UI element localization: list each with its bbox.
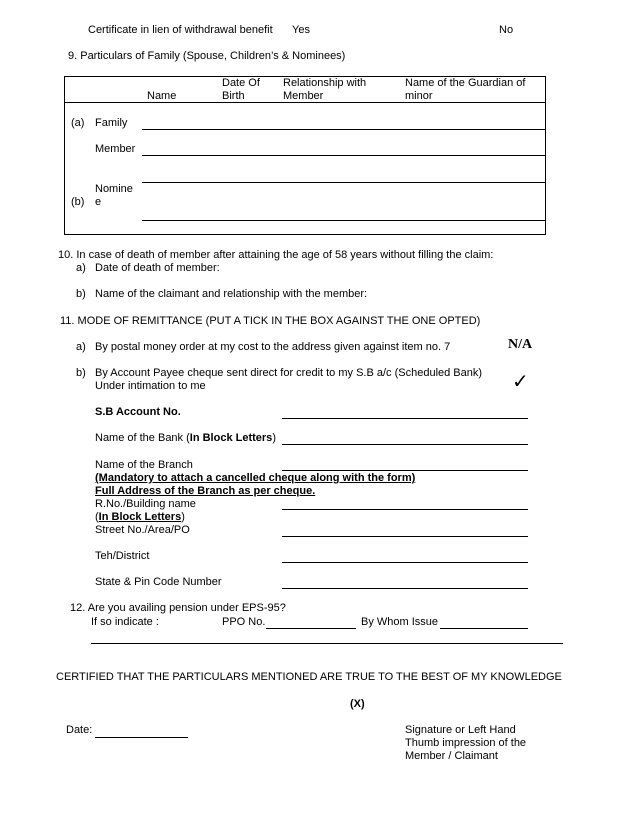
issued-by-label: By Whom Issue — [361, 616, 439, 628]
remittance-heading: 11. MODE OF REMITTANCE (PUT A TICK IN THE BOX AGAINST THE ONE OPTED) — [60, 315, 481, 327]
account-payee-option-line1: By Account Payee cheque sent direct for credit to my S.B a/c (Scheduled Bank) — [95, 367, 483, 379]
not-applicable-mark: N/A — [508, 337, 533, 352]
bank-name-label: Name of the Bank (In Block Letters) — [95, 432, 276, 444]
street-label: Street No./Area/PO — [95, 524, 190, 536]
block-letters-note: (In Block Letters) — [95, 511, 185, 523]
state-pin-field[interactable] — [282, 588, 528, 589]
remittance-b-marker: b) — [76, 367, 86, 379]
death-claim-a-marker: a) — [76, 262, 86, 274]
pension-indicate-label: If so indicate : — [91, 616, 159, 628]
certificate-no-option[interactable]: No — [499, 24, 514, 36]
family-entry-line[interactable] — [142, 129, 545, 130]
nominee-entry-line[interactable] — [142, 182, 545, 183]
ppo-label: PPO No. — [222, 616, 266, 628]
row-b-marker: (b) — [71, 196, 85, 208]
teh-district-label: Teh/District — [95, 550, 150, 562]
tick-mark-icon: ✓ — [512, 371, 529, 393]
pension-question: 12. Are you availing pension under EPS-95? — [70, 602, 286, 614]
certificate-label: Certificate in lien of withdrawal benefit — [88, 24, 273, 36]
mandatory-cheque-note: (Mandatory to attach a cancelled cheque along with the form) — [95, 472, 416, 484]
header-relationship-line2: Member — [283, 90, 324, 102]
pension-details-line[interactable] — [91, 643, 563, 644]
header-dob-line1: Date Of — [222, 77, 260, 89]
signature-label-line3: Member / Claimant — [405, 750, 498, 762]
postal-money-order-option: By postal money order at my cost to the address given against item no. 7 — [95, 341, 451, 353]
remittance-a-marker: a) — [76, 341, 86, 353]
death-date-label: Date of death of member: — [95, 262, 220, 274]
bank-name-field[interactable] — [282, 444, 528, 445]
branch-name-field[interactable] — [282, 470, 528, 471]
building-field[interactable] — [282, 509, 528, 510]
family-entry-line[interactable] — [142, 155, 545, 156]
issued-by-field[interactable] — [440, 628, 528, 629]
row-a-label-line2: Member — [95, 143, 136, 155]
branch-name-label: Name of the Branch — [95, 459, 193, 471]
header-relationship-line1: Relationship with — [283, 77, 367, 89]
state-pin-label: State & Pin Code Number — [95, 576, 222, 588]
death-claim-heading: 10. In case of death of member after attaining the age of 58 years without filling the claim: — [58, 249, 494, 261]
header-guardian-line1: Name of the Guardian of — [405, 77, 526, 89]
claimant-name-label: Name of the claimant and relationship with the member: — [95, 288, 368, 300]
building-label: R.No./Building name — [95, 498, 196, 510]
row-b-label-line2: e — [95, 196, 102, 208]
certificate-yes-option[interactable]: Yes — [292, 24, 310, 36]
certification-statement: CERTIFIED THAT THE PARTICULARS MENTIONED ARE TRUE TO THE BEST OF MY KNOWLEDGE — [56, 671, 562, 683]
certification-mark: (X) — [350, 698, 365, 710]
nominee-entry-line[interactable] — [142, 220, 545, 221]
signature-label-line1: Signature or Left Hand — [405, 724, 516, 736]
date-field[interactable] — [95, 737, 188, 738]
family-section-heading: 9. Particulars of Family (Spouse, Children’s & Nominees) — [68, 50, 346, 62]
row-a-label-line1: Family — [95, 117, 128, 129]
row-a-marker: (a) — [71, 117, 85, 129]
sb-account-label: S.B Account No. — [95, 406, 181, 418]
signature-label-line2: Thumb impression of the — [405, 737, 527, 749]
street-field[interactable] — [282, 536, 528, 537]
full-address-note: Full Address of the Branch as per cheque. — [95, 485, 316, 497]
header-name: Name — [147, 90, 177, 102]
header-guardian-line2: minor — [405, 90, 433, 102]
sb-account-field[interactable] — [282, 418, 528, 419]
teh-district-field[interactable] — [282, 562, 528, 563]
ppo-number-field[interactable] — [266, 628, 356, 629]
death-claim-b-marker: b) — [76, 288, 86, 300]
row-b-label-line1: Nomine — [95, 183, 133, 195]
account-payee-option-line2: Under intimation to me — [95, 380, 206, 392]
header-dob-line2: Birth — [222, 90, 245, 102]
date-label: Date: — [66, 724, 93, 736]
